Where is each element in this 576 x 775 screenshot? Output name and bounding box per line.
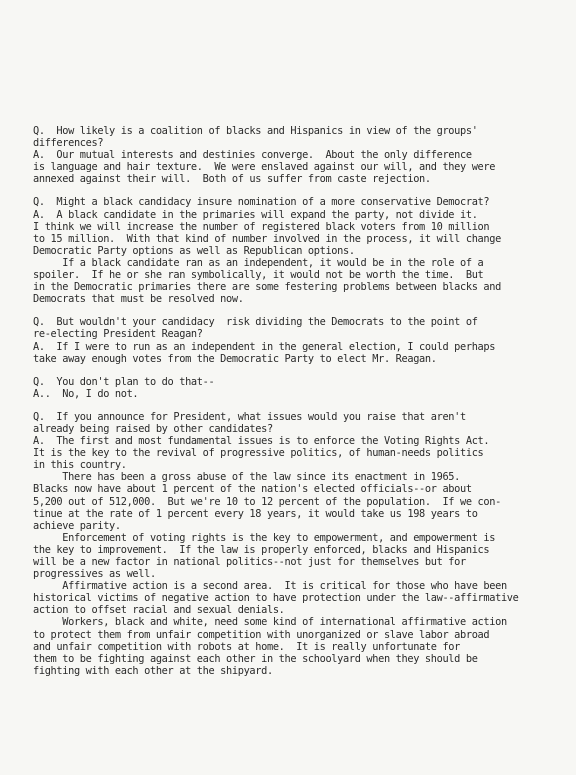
paragraph-gap xyxy=(33,185,546,196)
text-line: the key to improvement. If the law is properly enforced, blacks and Hispanics xyxy=(33,543,490,556)
text-line: historical victims of negative action to have protection under the law--affirmative xyxy=(33,592,519,605)
text-line: Democrats that must be resolved now. xyxy=(33,293,244,306)
text-line: re-electing President Reagan? xyxy=(33,328,203,341)
text-line: Affirmative action is a second area. It is critical for those who have been xyxy=(33,580,507,593)
text-line: If a black candidate ran as an independent, it would be in the role of a xyxy=(33,256,484,269)
text-line: A.. No, I do not. xyxy=(33,387,139,400)
text-line: spoiler. If he or she ran symbolically, it would not be worth the time. But xyxy=(33,269,484,282)
text-line: will be a new factor in national politics--not just for themselves but for xyxy=(33,556,466,568)
text-line: A. The first and most fundamental issues is to enforce the Voting Rights Act. xyxy=(33,435,490,448)
text-line: differences? xyxy=(33,137,104,150)
text-line: to 15 million. With that kind of number involved in the process, it will change xyxy=(33,232,501,245)
text-line: Q. How likely is a coalition of blacks and Hispanics in view of the groups' xyxy=(33,125,478,137)
text-line: Blacks now have about 1 percent of the nation's elected officials--or about xyxy=(33,483,472,496)
text-line: already being raised by other candidates? xyxy=(33,422,273,435)
text-line: is language and hair texture. We were enslaved against our will, and they were xyxy=(33,161,496,174)
text-line: Q. Might a black candidacy insure nomination of a more conservative Democrat? xyxy=(33,196,490,209)
interview-text xyxy=(33,125,546,677)
text-line: It is the key to the revival of progressive politics, of human-needs politics xyxy=(33,447,484,460)
text-line: Q. But wouldn't your candidacy risk dividing the Democrats to the point of xyxy=(33,316,478,329)
text-line: There has been a gross abuse of the law since its enactment in 1965. xyxy=(33,471,460,484)
text-line: annexed against their will. Both of us suffer from caste rejection. xyxy=(33,173,431,186)
text-line: tinue at the rate of 1 percent every 18 years, it would take us 198 years to xyxy=(33,507,478,520)
text-line: them to be fighting against each other in the schoolyard when they should be xyxy=(33,652,478,665)
text-line: progressives as well. xyxy=(33,568,156,581)
paragraph-gap xyxy=(33,305,546,316)
text-line: achieve parity. xyxy=(33,519,121,532)
text-line: Workers, black and white, need some kind of international affirmative action xyxy=(33,616,507,629)
text-line: in this country. xyxy=(33,459,127,472)
text-line: take away enough votes from the Democratic Party to elect Mr. Reagan. xyxy=(33,352,437,365)
text-line: 5,200 out of 512,000. But we're 10 to 12 percent of the population. If we con- xyxy=(33,495,501,508)
text-line: I think we will increase the number of registered black voters from 10 million xyxy=(33,220,490,233)
text-line: A. If I were to run as an independent in the general election, I could perhaps xyxy=(33,340,496,353)
text-line: Democratic Party options as well as Republican options. xyxy=(33,244,355,257)
text-line: action to offset racial and sexual denials. xyxy=(33,604,285,617)
text-line: A. A black candidate in the primaries will expand the party, not divide it. xyxy=(33,208,478,221)
text-line: in the Democratic primaries there are some festering problems between blacks and xyxy=(33,281,501,294)
text-line: Q. If you announce for President, what issues would you raise that aren't xyxy=(33,410,466,423)
text-line: A. Our mutual interests and destinies converge. About the only difference xyxy=(33,149,472,162)
text-line: and unfair competition with robots at home. It is really unfortunate for xyxy=(33,640,460,653)
paragraph-gap xyxy=(33,365,546,376)
paragraph-gap xyxy=(33,400,546,411)
text-line: Q. You don't plan to do that-- xyxy=(33,375,215,388)
text-line: fighting with each other at the shipyard. xyxy=(33,664,273,677)
text-line: to protect them from unfair competition with unorganized or slave labor abroad xyxy=(33,628,490,641)
text-line: Enforcement of voting rights is the key to empowerment, and empowerment is xyxy=(33,531,496,544)
